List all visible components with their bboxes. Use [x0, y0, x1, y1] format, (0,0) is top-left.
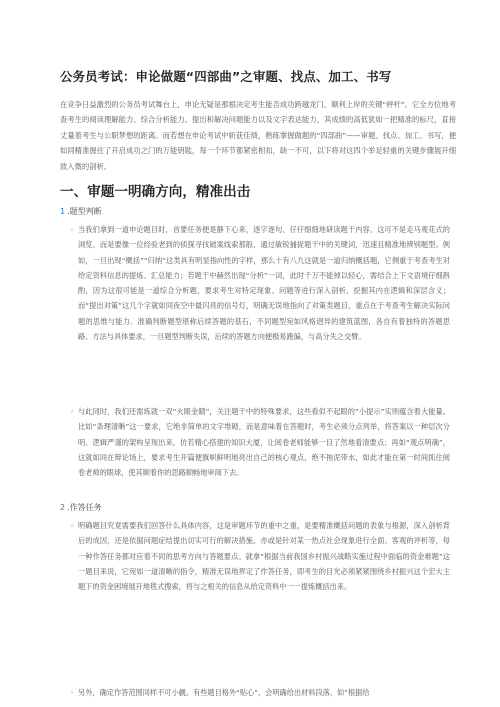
subheading-question-type — [60, 206, 102, 218]
section-heading: 一、审题一明确方向，精准出击 — [60, 184, 251, 200]
paragraph-text: 明确题目究竟需要我们回答什么具体内容，这是审题环节的重中之重，是要精准概括问题的表象与根源，深入剖析背后的成因，还是依据问题症结提出切实可行的解决措施，亦或是针对某一热点社会现象进行全面、客观的评析等，每一种作答任务都对应着不同的思考方向与答题要点。就拿“根据当前我国乡村振兴战略实施过程中面临的资金难题”这一题目来说，它宛如一道清晰的指令，精准无误地界定了作答任务，即考生的目光必须紧紧围绕乡村振兴这个宏大主题下的资金困境展开地毯式搜索，将与之相关的信息从给定资料中一一提炼概括出来。 — [78, 521, 450, 592]
subheading-label: .题型判断 — [67, 207, 102, 216]
list-item — [70, 222, 450, 344]
subheading-number: 2 — [60, 503, 66, 512]
bullet-marker: ◦ — [70, 688, 75, 697]
subheading-label: .作答任务 — [67, 503, 102, 512]
document-title: 公务员考试：申论做题“四部曲”之审题、找点、加工、书写 — [60, 69, 392, 84]
subheading-answer-task — [60, 502, 102, 514]
list-item — [70, 518, 450, 594]
bullet-marker: ◦ — [70, 225, 75, 234]
list-item — [70, 404, 450, 480]
list-item — [70, 685, 450, 700]
subheading-number: 1 — [60, 207, 66, 216]
bullet-marker: ◦ — [70, 407, 75, 416]
paragraph-text: 当我们拿到一道申论题目时，首要任务便是静下心来，逐字逐句、仔仔细细地研读题干内容。这可不是走马观花式的浏览，而是要像一位经验老到的侦探寻找破案线索那般，通过敏锐捕捉题干中的关键词，迅速且精准地辨别题型。例如，一旦出现“概括”“归纳”这类具有明显指向性的字样，那么十有八九这就是一道归纳概括题，它侧重于考查考生对给定资料信息的提炼、汇总能力；若题干中赫然出现“分析”一词，此时千万不能掉以轻心，需结合上下文语境仔细斟酌，因为这很可能是一道综合分析题，要求考生对特定现象、问题等进行深入剖析，挖掘其内在逻辑和深层含义；而“提出对策”这几个字就如同夜空中最闪亮的信号灯，明确无误地指向了对策类题目，重点在于考查考生解决实际问题的思维与能力。准确判断题型堪称后续答题的基石，不同题型宛如风格迥异的建筑蓝图，各自有着独特的答题思路、方法与具体要求，一旦题型判断失误，后续的答题方向便极易跑偏，与高分失之交臂。 — [78, 225, 450, 342]
paragraph-text: 与此同时，我们还需炼就一双“火眼金睛”，关注题干中的特殊要求，这些看似不起眼的“小提示”实则蕴含着大能量。比如“条理清晰”这一要求，它绝非简单的文字堆砌，而是意味着在答题时，考生必须分点列举，将答案以一种层次分明、逻辑严谨的架构呈现出来，仿若精心搭建的知识大厦，让阅卷老师能够一目了然地看清要点；再如“观点明确”，这就如同在辩论场上，要求考生开篇便旗帜鲜明地亮出自己的核心观点，绝不拖泥带水，如此才能在第一时间抓住阅卷老师的眼球，使其顺着你的思路顺畅地审阅下去。 — [78, 407, 450, 478]
intro-paragraph: 在竞争日益激烈的公务员考试舞台上，申论无疑是那根决定考生能否成功跨越龙门、顺利上岸的关键“秤杆”。它全方位地考查考生的阅读理解能力、综合分析能力、提出和解决问题能力以及文字表达能力，其成绩的高低犹如一把精准的标尺，直接丈量着考生与公职梦想的距离。而若想在申论考试中斩获佳绩，熟练掌握做题的“四部曲”——审题、找点、加工、书写，便如同精准握住了开启成功之门的万能钥匙，每一个环节都紧密相扣，缺一不可，以下将对这四个举足轻重的关键步骤展开细致入微的剖析。 — [60, 100, 456, 171]
bullet-marker: ◦ — [70, 521, 75, 530]
paragraph-text: 另外，确定作答范围同样不可小觑。有些题目格外“贴心”，会明确给出材料段落，如“根据给 — [78, 688, 370, 697]
